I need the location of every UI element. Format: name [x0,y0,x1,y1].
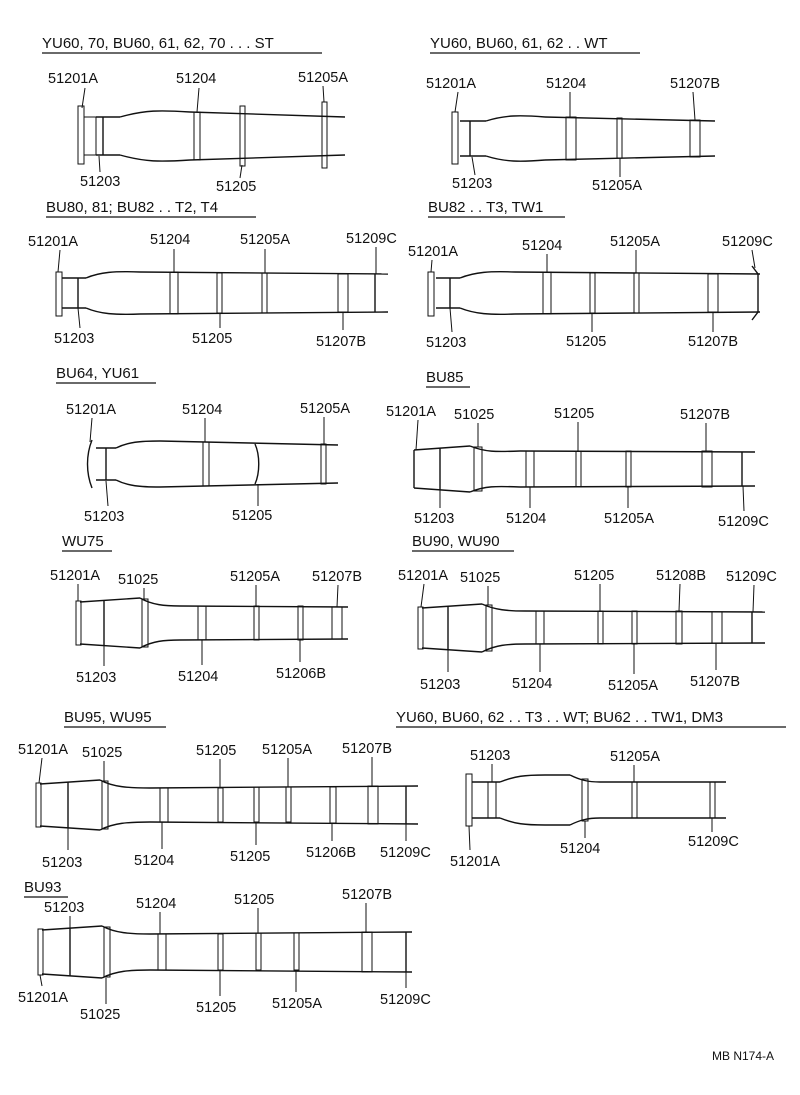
part-label: 51208B [656,568,706,584]
part-label: 51206B [276,666,326,682]
part-label: 51201A [386,404,436,420]
part-label: 51207B [342,887,392,903]
part-label: 51204 [512,676,553,692]
diagram-yu60-wt [426,35,720,194]
frame-drawing [88,440,339,488]
part-label: 51201A [28,234,78,250]
leader-lines [90,417,324,506]
frame-drawing [78,102,345,168]
part-label: 51209C [380,845,431,861]
part-label: 51203 [452,176,493,192]
part-label: 51205A [592,178,642,194]
part-label: 51207B [688,334,738,350]
leader-lines [416,420,744,511]
part-label: 51025 [80,1007,121,1023]
part-label: 51025 [454,407,495,423]
frame-drawing [418,604,765,652]
part-label: 51205 [196,743,237,759]
part-label: 51204 [136,896,177,912]
part-label: 51209C [688,834,739,850]
part-label: 51205 [216,179,257,195]
part-label: 51204 [522,238,563,254]
part-label: 51205A [240,232,290,248]
frame-drawing [414,446,755,492]
part-label: 51204 [560,841,601,857]
part-label: 51205A [610,234,660,250]
part-label: 51201A [48,71,98,87]
frame-drawing [36,780,418,830]
part-label: 51207B [670,76,720,92]
part-label: 51025 [118,572,159,588]
part-label: 51204 [546,76,587,92]
part-label: 51204 [150,232,191,248]
part-label: 51201A [18,742,68,758]
part-label: 51205A [604,511,654,527]
leader-lines [421,584,754,674]
diagram-title: BU85 [426,369,464,386]
diagram-yu60-t3-wt [396,709,786,870]
part-label: 51207B [342,741,392,757]
diagram-bu82-t3 [408,199,773,351]
diagram-bu80-t2 [28,199,397,350]
diagram-bu93 [18,879,431,1023]
part-label: 51205A [230,569,280,585]
part-label: 51025 [82,745,123,761]
part-label: 51207B [680,407,730,423]
part-label: 51203 [80,174,121,190]
frame-drawing [76,598,348,648]
part-label: 51209C [346,231,397,247]
part-label: 51205A [298,70,348,86]
part-label: 51205 [554,406,595,422]
diagram-title: BU82 . . T3, TW1 [428,199,544,216]
part-label: 51205 [196,1000,237,1016]
part-label: 51204 [134,853,175,869]
leader-lines [469,764,712,850]
diagram-title: BU90, WU90 [412,533,500,550]
diagram-bu95 [18,709,431,871]
part-label: 51201A [450,854,500,870]
leader-lines [82,86,324,178]
part-label: 51205 [574,568,615,584]
part-label: 51201A [18,990,68,1006]
part-label: 51203 [42,855,83,871]
part-label: 51203 [76,670,117,686]
part-label: 51025 [460,570,501,586]
frame-drawing [428,266,760,320]
diagram-bu90 [398,533,777,694]
diagram-title: BU80, 81; BU82 . . T2, T4 [46,199,219,216]
part-label: 51201A [50,568,100,584]
diagram-yu60-st [42,35,348,195]
diagram-title: YU60, 70, BU60, 61, 62, 70 . . . ST [42,35,274,52]
frame-drawing [452,112,715,164]
part-label: 51204 [176,71,217,87]
diagram-title: YU60, BU60, 61, 62 . . WT [430,35,608,52]
part-label: 51205A [300,401,350,417]
part-label: 51203 [420,677,461,693]
part-label: 51204 [182,402,223,418]
part-label: 51205 [234,892,275,908]
frame-drawing [56,272,388,316]
part-label: 51209C [726,569,777,585]
part-label: 51207B [316,334,366,350]
part-label: 51203 [54,331,95,347]
part-label: 51205A [262,742,312,758]
part-label: 51204 [506,511,547,527]
diagram-wu75 [50,533,362,686]
part-label: 51201A [426,76,476,92]
frame-drawing [38,926,412,978]
diagram-title: BU93 [24,879,62,896]
diagram-title: BU64, YU61 [56,365,140,382]
frame-drawing [466,774,726,826]
part-label: 51203 [470,748,511,764]
leader-lines [431,250,755,332]
part-label: 51205 [192,331,233,347]
part-label: 51205A [610,749,660,765]
part-label: 51209C [718,514,769,530]
part-label: 51204 [178,669,219,685]
part-label: 51205 [230,849,271,865]
part-label: 51203 [414,511,455,527]
leader-lines [455,92,695,177]
part-label: 51201A [66,402,116,418]
part-label: 51209C [722,234,773,250]
diagram-title: YU60, BU60, 62 . . T3 . . WT; BU62 . . TW1, DM3 [396,709,724,726]
diagram-bu64 [56,365,350,525]
reference-code: MB N174-A [712,1049,775,1063]
part-label: 51207B [690,674,740,690]
part-label: 51203 [426,335,467,351]
part-label: 51206B [306,845,356,861]
part-label: 51205 [232,508,273,524]
diagram-title: BU95, WU95 [64,709,152,726]
part-label: 51205A [608,678,658,694]
diagram-bu85 [386,369,769,530]
part-label: 51201A [398,568,448,584]
part-label: 51209C [380,992,431,1008]
part-label: 51203 [44,900,85,916]
leader-lines [78,584,338,666]
part-label: 51205 [566,334,607,350]
part-label: 51207B [312,569,362,585]
part-label: 51201A [408,244,458,260]
part-label: 51205A [272,996,322,1012]
part-label: 51203 [84,509,125,525]
diagram-title: WU75 [62,533,104,550]
